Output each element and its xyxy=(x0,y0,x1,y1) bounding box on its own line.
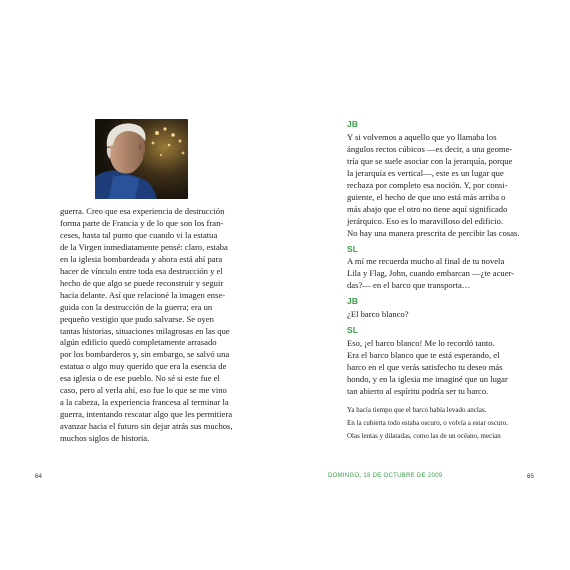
text-line: Y si volvemos a aquello que yo llamaba los xyxy=(347,131,497,142)
text-line: guiente, el hecho de que uno está más arriba o xyxy=(347,191,506,202)
text-line: tan abierto al espíritu podría ser tu barco. xyxy=(347,386,489,397)
text-line: No hay una manera prescrita de percibir las cosas. xyxy=(347,227,520,238)
text-line: pequeño vestigio que pudo salvarse. Se oyen xyxy=(60,313,214,324)
text-line: tría que se suele asociar con la jerarquía, porque xyxy=(347,155,513,166)
text-line: a la cabeza, la experiencia francesa al terminar la xyxy=(60,397,229,408)
text-line: guerra. Creo que esa experiencia de destrucción xyxy=(60,206,225,216)
text-line: A mí me recuerda mucho al final de tu novela xyxy=(347,256,505,267)
text-line: esa iglesia o de ese pueblo. No sé si este fue el xyxy=(60,373,220,384)
text-line: ceses, hasta tal punto que cuando vi la estatua xyxy=(60,229,218,240)
verse-line: En la cubierta todo estaba oscuro, o volvía a estar oscuro. xyxy=(347,418,508,427)
left-body-text xyxy=(60,206,273,445)
verse-quote xyxy=(347,404,562,443)
speaker-label: SL xyxy=(347,243,359,254)
text-line: Eso, ¡el barco blanco! Me lo recordó tanto. xyxy=(347,338,495,349)
text-line: de la Virgen inmediatamente pensé: claro, estaba xyxy=(60,241,228,252)
text-line: tantas historias, situaciones milagrosas en las que xyxy=(60,325,230,336)
dialogue-block xyxy=(347,325,562,398)
text-line: das?— en el barco que transporta… xyxy=(347,280,471,291)
text-line: hecho de que algo se puede reconstruir y seguir xyxy=(60,277,224,288)
running-head: DOMINGO, 18 DE OCTUBRE DE 2009 xyxy=(328,473,443,479)
text-line: guida con la destrucción de la guerra; era un xyxy=(60,301,213,312)
dialogue-block xyxy=(347,119,562,240)
text-line: hacer de vínculo entre toda esa destrucción y el xyxy=(60,265,223,276)
text-line: jerárquico. Eso es lo maravilloso del edificio. xyxy=(347,215,504,226)
text-line: más abajo que el otro no tiene aquí significado xyxy=(347,203,508,214)
text-line: en la iglesia bombardeada y ahora está ahí para xyxy=(60,253,223,264)
page-number-left: 64 xyxy=(35,473,42,480)
portrait-photo xyxy=(95,119,188,199)
text-line: rechaza por completo esa noción. Y, por consi- xyxy=(347,179,508,190)
text-line: hacia delante. Así que relacioné la imagen ense- xyxy=(60,289,226,300)
text-line: ¿El barco blanco? xyxy=(347,309,409,320)
text-line: estatua o algo muy querido que era la esencia de xyxy=(60,361,227,372)
text-line: hondo, y en la iglesia me imaginé que un lugar xyxy=(347,374,508,385)
text-line: forma parte de Francia y de lo que son los fran- xyxy=(60,217,224,228)
text-line: la jerarquía es vertical—, este es un lugar que xyxy=(347,167,504,178)
text-line: ángulos rectos cúbicos —es decir, a una geome- xyxy=(347,143,513,154)
speaker-label: JB xyxy=(347,296,359,307)
verse-line: Ya hacía tiempo que el barco había levado anclas. xyxy=(347,405,487,414)
text-line: muchos siglos de historia. xyxy=(60,433,150,444)
text-line: Lila y Flag, John, cuando embarcan —¿te acuer- xyxy=(347,268,515,279)
portrait-image xyxy=(95,119,188,199)
text-line: por los bombarderos y, sin embargo, se salvó una xyxy=(60,349,230,360)
right-body-text xyxy=(347,115,562,443)
verse-line: Olas lentas y dilatadas, como las de un océano, mecían xyxy=(347,431,501,440)
speaker-label: JB xyxy=(347,119,359,129)
text-line: algún edificio quedó completamente arrasado xyxy=(60,337,217,348)
text-line: caso, pero al verla ahí, eso fue lo que se me vino xyxy=(60,385,227,396)
text-line: barco en el que verás satisfecho tu deseo más xyxy=(347,362,503,373)
page-number-right: 65 xyxy=(527,473,534,480)
text-line: guerra, intentando rescatar algo que les permitiera xyxy=(60,409,233,420)
text-line: Era el barco blanco que te está esperando, el xyxy=(347,350,500,361)
dialogue-block xyxy=(347,244,562,293)
text-line: avanzar hacia el futuro sin dejar atrás sus muchos, xyxy=(60,421,233,432)
speaker-label: SL xyxy=(347,325,359,336)
dialogue-block xyxy=(347,296,562,321)
